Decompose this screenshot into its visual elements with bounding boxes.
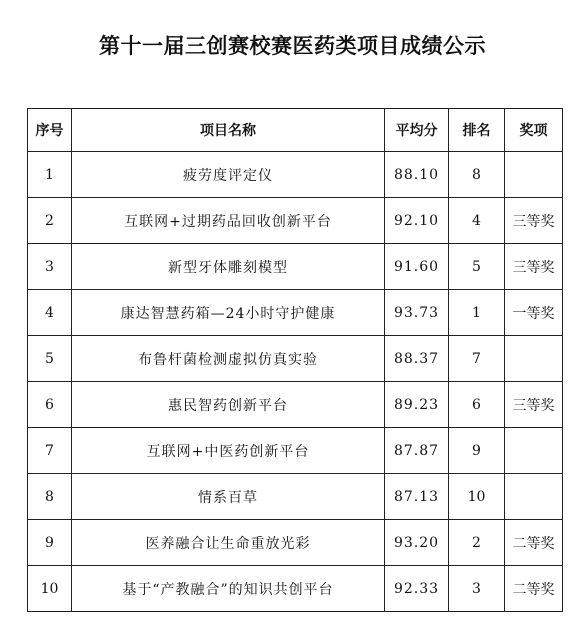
table-row (28, 336, 563, 382)
cell-award: 二等奖 (505, 566, 563, 612)
cell-project-name: 互联网+中医药创新平台 (72, 428, 385, 474)
cell-project-name: 基于“产教融合”的知识共创平台 (72, 566, 385, 612)
cell-score: 92.10 (385, 198, 449, 244)
cell-index: 2 (28, 198, 72, 244)
cell-rank: 5 (449, 244, 505, 290)
cell-project-name: 惠民智药创新平台 (72, 382, 385, 428)
cell-award: 三等奖 (505, 382, 563, 428)
cell-score: 87.87 (385, 428, 449, 474)
cell-project-name: 布鲁杆菌检测虚拟仿真实验 (72, 336, 385, 382)
cell-award (505, 152, 563, 198)
header-rank: 排名 (449, 109, 505, 152)
cell-award: 三等奖 (505, 198, 563, 244)
cell-index: 1 (28, 152, 72, 198)
cell-index: 8 (28, 474, 72, 520)
cell-index: 5 (28, 336, 72, 382)
results-table (27, 108, 563, 612)
cell-score: 88.10 (385, 152, 449, 198)
table-row (28, 198, 563, 244)
table-row (28, 566, 563, 612)
cell-score: 89.23 (385, 382, 449, 428)
cell-rank: 3 (449, 566, 505, 612)
header-index: 序号 (28, 109, 72, 152)
table-row (28, 474, 563, 520)
cell-award (505, 336, 563, 382)
cell-project-name: 互联网+过期药品回收创新平台 (72, 198, 385, 244)
cell-index: 4 (28, 290, 72, 336)
cell-award: 一等奖 (505, 290, 563, 336)
cell-score: 93.20 (385, 520, 449, 566)
cell-index: 3 (28, 244, 72, 290)
cell-rank: 9 (449, 428, 505, 474)
cell-index: 6 (28, 382, 72, 428)
cell-rank: 10 (449, 474, 505, 520)
cell-index: 7 (28, 428, 72, 474)
table-row (28, 244, 563, 290)
cell-rank: 7 (449, 336, 505, 382)
cell-index: 9 (28, 520, 72, 566)
cell-rank: 6 (449, 382, 505, 428)
cell-project-name: 情系百草 (72, 474, 385, 520)
header-award: 奖项 (505, 109, 563, 152)
cell-project-name: 疲劳度评定仪 (72, 152, 385, 198)
table-row (28, 152, 563, 198)
cell-rank: 2 (449, 520, 505, 566)
cell-award (505, 428, 563, 474)
cell-project-name: 医养融合让生命重放光彩 (72, 520, 385, 566)
cell-rank: 4 (449, 198, 505, 244)
header-score: 平均分 (385, 109, 449, 152)
cell-project-name: 新型牙体雕刻模型 (72, 244, 385, 290)
cell-award: 三等奖 (505, 244, 563, 290)
table-row (28, 520, 563, 566)
cell-score: 92.33 (385, 566, 449, 612)
table-row (28, 382, 563, 428)
cell-project-name: 康达智慧药箱—24小时守护健康 (72, 290, 385, 336)
cell-score: 93.73 (385, 290, 449, 336)
cell-score: 88.37 (385, 336, 449, 382)
cell-award (505, 474, 563, 520)
table-row (28, 290, 563, 336)
cell-rank: 1 (449, 290, 505, 336)
cell-score: 91.60 (385, 244, 449, 290)
table-row (28, 428, 563, 474)
cell-index: 10 (28, 566, 72, 612)
cell-score: 87.13 (385, 474, 449, 520)
cell-rank: 8 (449, 152, 505, 198)
table-header-row (28, 109, 563, 152)
header-name: 项目名称 (72, 109, 385, 152)
page-title: 第十一届三创赛校赛医药类项目成绩公示 (99, 34, 486, 58)
cell-award: 二等奖 (505, 520, 563, 566)
